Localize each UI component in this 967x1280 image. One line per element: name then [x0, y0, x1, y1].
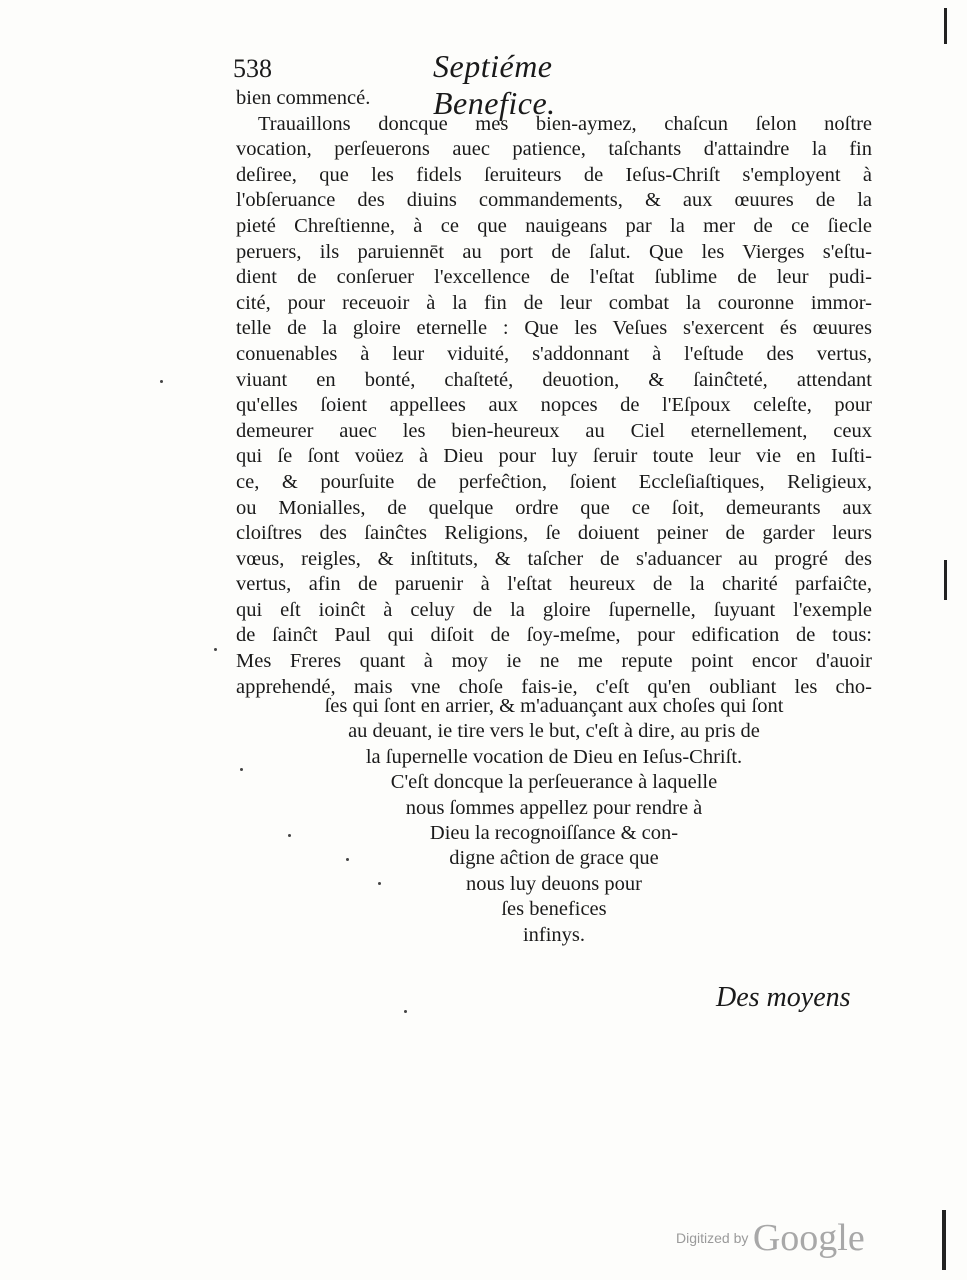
text-line: cité, pour receuoir à la fin de leur combat la couronne immor-: [236, 291, 872, 314]
text-line: qui ſe ſont voüez à Dieu pour luy ſeruir toute leur vie en Iuſti-: [236, 445, 872, 468]
text-line: qui eſt ioinĉt à celuy de la gloire ſupernelle, ſuyuant l'exemple: [236, 598, 872, 621]
scan-speck: [378, 882, 381, 885]
text-line: viuant en bonté, chaſteté, deuotion, & ſainĉteté, attendant: [236, 368, 872, 391]
scan-speck: [346, 858, 349, 861]
google-logo: Google: [752, 1217, 865, 1259]
text-line: ce, & pourſuite de perfeĉtion, ſoient Eccleſiaſtiques, Religieux,: [236, 470, 872, 493]
scan-speck: [160, 380, 163, 383]
scan-edge-mark: [942, 1210, 946, 1270]
taper-line: Dieu la recognoiſſance & con-: [429, 821, 679, 844]
text-line: cloiſtres des ſainĉtes Religions, ſe doiuent peiner de garder leurs: [236, 522, 872, 545]
tapered-paragraph: [236, 694, 872, 948]
taper-line: C'eſt doncque la perſeuerance à laquelle: [390, 771, 718, 794]
text-line: de ſainĉt Paul qui diſoit de ſoy-meſme, pour edification de tous:: [236, 624, 872, 647]
scan-speck: [288, 834, 291, 837]
text-line: dient de conſeruer l'excellence de l'eſtat ſublime de leur pudi-: [236, 266, 872, 289]
taper-line: la ſupernelle vocation de Dieu en Ieſus-Chriſt.: [365, 745, 743, 768]
text-line: peruers, ils paruiennēt au port de ſalut. Que les Vierges s'eſtu-: [236, 240, 872, 263]
page-number: 538: [233, 54, 272, 83]
taper-line: au deuant, ie tire vers le but, c'eſt à dire, au pris de: [348, 720, 760, 743]
scan-edge-mark: [944, 8, 947, 44]
text-line: demeurer auec les bien-heureux au Ciel eternellement, ceux: [236, 419, 872, 442]
taper-line: digne aĉtion de grace que: [449, 847, 659, 870]
taper-line: ſes qui ſont en arrier, & m'aduançant aux choſes qui ſont: [324, 695, 784, 717]
taper-line: ſes benefices: [501, 898, 607, 921]
text-line: vocation, perſeuerons auec patience, taſchants d'attaindre la fin: [236, 138, 872, 161]
google-watermark: [676, 1216, 865, 1260]
text-line: pieté Chreſtienne, à ce que nauigeans par la mer de ce ſiecle: [236, 214, 872, 237]
text-line: ou Monialles, de quelque ordre que ce ſoit, demeurants aux: [236, 496, 872, 519]
text-line: deſiree, que les fidels ſeruiteurs de Ieſus-Chriſt s'employent à: [236, 163, 872, 186]
taper-line: infinys.: [522, 923, 586, 946]
running-title: Septiéme Benefice.: [433, 48, 556, 121]
taper-line: nous luy deuons pour: [466, 872, 642, 895]
text-line: Trauaillons doncque mes bien-aymez, chaſcun ſelon noſtre: [258, 112, 872, 135]
text-line: telle de la gloire eternelle : Que les Veſues s'exercent és œuures: [236, 317, 872, 340]
text-line: vertus, afin de paruenir à l'eſtat heureux de la charité parfaiĉte,: [236, 573, 872, 596]
text-line: conuenables à leur viduité, s'addonnant à l'eſtude des vertus,: [236, 342, 872, 365]
text-line: qu'elles ſoient appellees aux nopces de l'Eſpoux celeſte, pour: [236, 394, 872, 417]
text-line: apprehendé, mais vne choſe fais-ie, c'eſt qu'en oubliant les cho-: [236, 675, 872, 698]
text-line: l'obſeruance des diuins commandements, & aux œuures de la: [236, 189, 872, 212]
scan-speck: [404, 1010, 407, 1013]
catchword: Des moyens: [716, 982, 851, 1013]
body-text: [236, 86, 872, 700]
scan-speck: [214, 648, 217, 651]
scan-edge-mark: [944, 560, 947, 600]
text-line: Mes Freres quant à moy ie ne me repute point encor d'auoir: [236, 650, 872, 673]
text-line: bien commencé.: [236, 87, 371, 109]
scan-speck: [240, 768, 243, 771]
taper-line: nous ſommes appellez pour rendre à: [405, 796, 703, 819]
text-line: vœus, reigles, & inſtituts, & taſcher de s'aduancer au progré des: [236, 547, 872, 570]
watermark-prefix: Digitized by: [676, 1230, 749, 1246]
